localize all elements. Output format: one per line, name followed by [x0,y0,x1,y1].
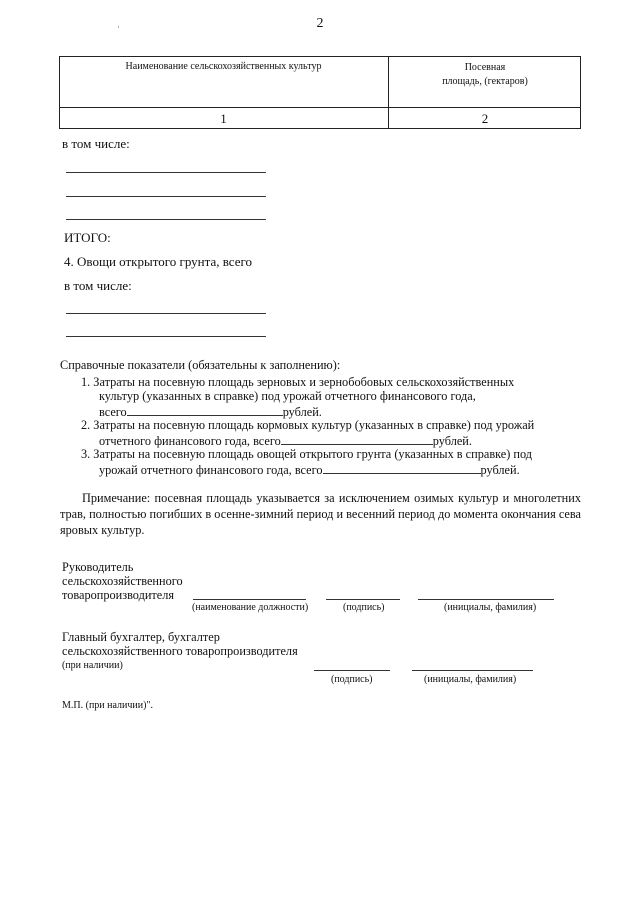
accountant-title-line2: сельскохозяйственного товаропроизводителя [62,644,298,658]
caption-position: (наименование должности) [192,602,309,613]
reference-item-1-unit: рублей. [282,405,322,419]
accountant-title-line1: Главный бухгалтер, бухгалтер [62,630,220,644]
blank-line[interactable] [66,172,266,173]
reference-item-3-unit: рублей. [480,463,520,477]
stray-mark: · [117,22,120,32]
caption-name-head: (инициалы, фамилия) [444,602,537,613]
table-header-sown-area [389,61,581,89]
table-header-crop-name: Наименование сельскохозяйственных культур [125,61,322,72]
accountant-name-line[interactable] [412,670,533,671]
table-divider-horizontal [59,107,581,108]
caption-signature-head: (подпись) [343,602,385,613]
head-position-line[interactable] [193,599,306,600]
amount-field-fodder[interactable] [281,432,433,445]
reference-item-2-line1: 2. Затраты на посевную площадь кормовых культур (указанных в справке) под урожай [81,418,535,432]
table-header-sown-area-line2: площадь, (гектаров) [442,76,528,87]
stamp-placeholder: М.П. (при наличии)". [62,700,154,711]
reference-item-1-total-label: всего [99,405,127,419]
table-column-number-1: 1 [220,111,227,126]
total-label: ИТОГО: [64,230,111,245]
accountant-title-line3: (при наличии) [62,660,123,671]
reference-item-2-unit: рублей. [432,434,472,448]
section-4-title: 4. Овощи открытого грунта, всего [64,254,252,269]
reference-item-2-total-label: отчетного финансового года, всего [99,434,281,448]
amount-field-vegetables[interactable] [323,461,481,474]
reference-heading: Справочные показатели (обязательны к заполнению): [60,358,341,372]
amount-field-grain[interactable] [127,403,283,416]
reference-item-1-line1: 1. Затраты на посевную площадь зерновых и зернобобовых сельскохозяйственных [81,375,515,389]
accountant-signature-line[interactable] [314,670,390,671]
table-header-sown-area-line1: Посевная [464,62,506,73]
table-column-number-2: 2 [481,111,489,126]
head-signature-line[interactable] [326,599,400,600]
head-title-line2: сельскохозяйственного [62,574,183,588]
head-name-line[interactable] [418,599,554,600]
caption-name-accountant: (инициалы, фамилия) [424,674,517,685]
including-label-a: в том числе: [62,136,130,151]
blank-line[interactable] [66,336,266,337]
head-title-line3: товаропроизводителя [62,588,175,602]
page-number: 2 [316,16,324,31]
blank-line[interactable] [66,219,266,220]
including-label-4: в том числе: [64,278,132,293]
reference-item-3-total-label: урожай отчетного финансового года, всего [99,463,323,477]
blank-line[interactable] [66,196,266,197]
head-title-line1: Руководитель [62,560,134,574]
reference-item-3-line1: 3. Затраты на посевную площадь овощей открытого грунта (указанных в справке) под [81,447,533,461]
caption-signature-accountant: (подпись) [331,674,373,685]
reference-item-3-line2 [99,461,520,478]
reference-item-1-line2: культур (указанных в справке) под урожай отчетного финансового года, [99,389,476,403]
note-paragraph: Примечание: посевная площадь указывается за исключением озимых культур и многолетних трав, полностью погибших в осенне-зимний период и весенний период до момента окончания сева яровых культур. [60,491,581,537]
blank-line[interactable] [66,313,266,314]
